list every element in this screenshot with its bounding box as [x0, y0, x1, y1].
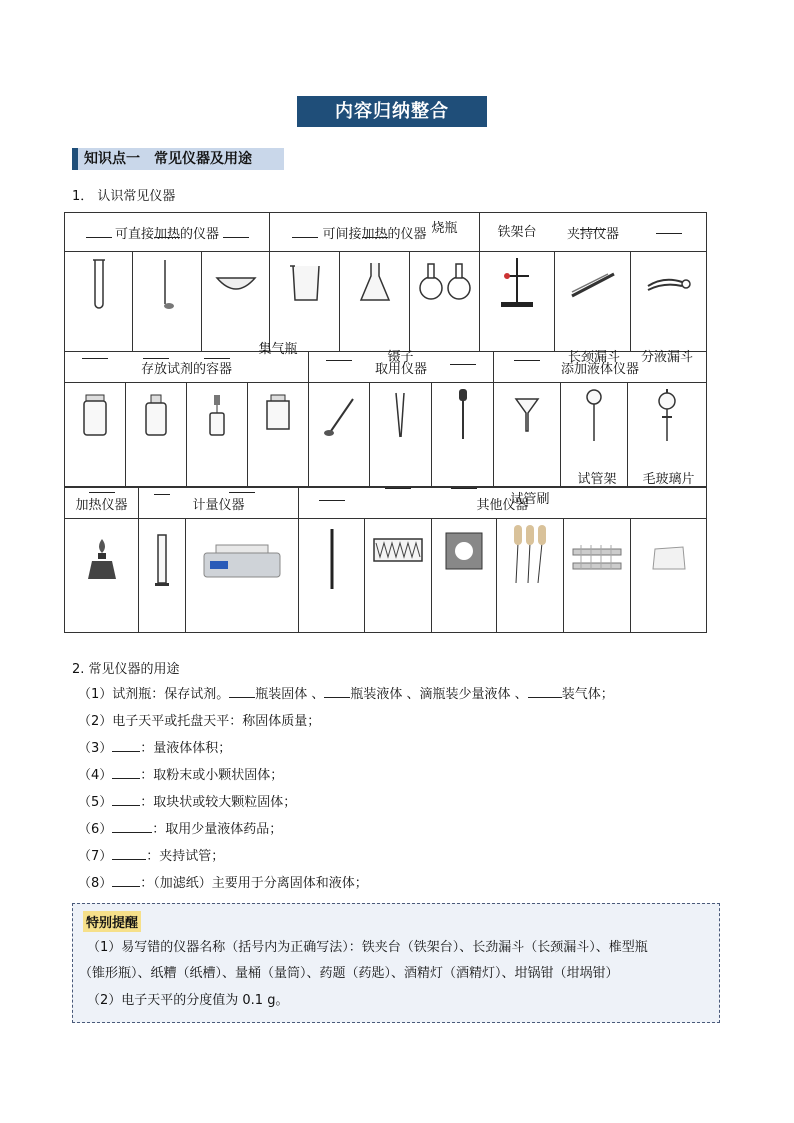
instrument-table-row1 [64, 212, 707, 352]
reminder-line-1: （1）易写错的仪器名称（括号内为正确写法）：铁夹台（铁架台）、长劲漏斗（长颈漏斗）、椎型瓶 [87, 940, 648, 955]
separatory-funnel-icon [655, 387, 679, 443]
answer-blank [229, 686, 255, 698]
answer-blank [528, 686, 562, 698]
section-banner [297, 96, 497, 134]
answer-blank [112, 875, 140, 887]
dropper-icon [453, 387, 473, 443]
header-direct-heating: 可直接加热的仪器 [65, 213, 270, 252]
header-indirect-heating: 可间接加热的仪器 [270, 213, 480, 252]
graduated-cylinder-icon [152, 533, 172, 589]
banner-title: 内容归纳整合 [297, 96, 487, 127]
tweezers-icon [386, 391, 416, 441]
answer-blank [112, 767, 140, 779]
answer-blank [656, 233, 682, 234]
wide-mouth-bottle-icon [80, 393, 110, 439]
test-tube-icon [89, 258, 109, 314]
answer-blank [154, 237, 180, 238]
instrument-label: 分液漏斗 [641, 350, 694, 365]
use-line-3: （3） ：量液体体积； [78, 741, 232, 756]
answer-blank [319, 500, 345, 501]
section-1-title: 1． 认识常见仪器 [72, 189, 176, 204]
iron-stand-icon [497, 256, 537, 312]
answer-blank [450, 364, 476, 365]
answer-blank [324, 686, 350, 698]
section-2-title: 2. 常见仪器的用途 [72, 662, 180, 677]
dropper-bottle-icon [202, 393, 232, 439]
answer-blank [451, 488, 477, 489]
answer-blank [86, 237, 112, 238]
alcohol-lamp-icon [80, 535, 124, 585]
electronic-balance-icon [202, 535, 282, 581]
instrument-label: 试管架 [577, 472, 617, 487]
narrow-mouth-bottle-icon [141, 393, 171, 439]
answer-blank [143, 358, 169, 359]
use-line-1: （1）试剂瓶：保存试剂。 瓶装固体 、 瓶装液体 、滴瓶装少量液体 、 装气体； [78, 687, 614, 702]
test-tube-holder-icon [568, 270, 618, 300]
answer-blank [229, 492, 255, 493]
reminder-line-3: （2）电子天平的分度值为 0.1 g。 [87, 993, 289, 1008]
special-reminder-box [72, 903, 720, 1023]
asbestos-gauze-icon [444, 531, 484, 571]
beaker-icon [287, 262, 323, 304]
instrument-label: 毛玻璃片 [642, 472, 695, 487]
answer-blank [112, 848, 146, 860]
header-adding-liquid: 添加液体仪器 [494, 352, 707, 383]
long-neck-funnel-icon [582, 387, 606, 443]
knowledge-point-title: 常见仪器及用途 [154, 151, 252, 167]
header-taking: 取用仪器 [309, 352, 494, 383]
answer-blank [326, 360, 352, 361]
answer-blank [112, 794, 140, 806]
use-line-2: （2）电子天平或托盘天平：称固体质量； [78, 714, 321, 729]
answer-blank [223, 237, 249, 238]
evaporating-dish-icon [214, 270, 258, 300]
answer-blank [385, 488, 411, 489]
use-line-6: （6） ：取用少量液体药品； [78, 822, 283, 837]
use-line-4: （4） ：取粉末或小颗状固体； [78, 768, 284, 783]
header-holding: 夹持仪器 [480, 213, 707, 252]
glass-rod-icon [327, 527, 337, 591]
answer-blank [204, 358, 230, 359]
answer-blank [112, 740, 140, 752]
funnel-icon [512, 395, 542, 435]
knowledge-point-heading [72, 148, 284, 170]
special-reminder-title: 特别提醒 [83, 911, 141, 932]
combustion-spoon-icon [155, 258, 179, 314]
ground-glass-plate-icon [649, 543, 689, 573]
test-tube-brush-icon [508, 523, 552, 585]
test-tube-rack-icon [571, 543, 623, 573]
instrument-table-row2 [64, 342, 707, 487]
reminder-line-2: （锥形瓶）、纸糟（纸槽）、量桶（量筒）、药题（药匙）、酒精灯（酒精灯）、坩锅钳（坩埚钳） [79, 966, 619, 981]
wire-gauze-tray-icon [372, 535, 424, 565]
use-line-5: （5） ：取块状或较大颗粒固体； [78, 795, 297, 810]
gas-jar-icon [263, 393, 293, 433]
conical-flask-icon [357, 260, 393, 306]
use-line-8: （8） ：（加滤纸）主要用于分离固体和液体； [78, 876, 368, 891]
instrument-label: 镊子 [387, 350, 414, 365]
instrument-label: 试管刷 [510, 492, 550, 507]
header-other: 其他仪器 [299, 488, 707, 519]
use-line-7: （7） ：夹持试管； [78, 849, 225, 864]
header-heating: 加热仪器 [65, 488, 139, 519]
answer-blank [89, 492, 115, 493]
answer-blank [580, 229, 606, 230]
instrument-label: 集气瓶 [258, 342, 298, 357]
round-flask-icon [417, 258, 473, 304]
header-measuring: 计量仪器 [139, 488, 299, 519]
medicine-spoon-icon [319, 393, 359, 439]
answer-blank [82, 358, 108, 359]
instrument-table-row3 [64, 472, 707, 633]
instrument-label: 长颈漏斗 [568, 350, 621, 365]
instrument-label: 铁架台 [497, 225, 537, 240]
knowledge-point-label: 知识点一 [84, 151, 140, 167]
crucible-tongs-icon [644, 272, 694, 298]
header-storage: 存放试剂的容器 [65, 352, 309, 383]
answer-blank [514, 360, 540, 361]
uses-list [78, 681, 614, 897]
answer-blank [154, 494, 170, 495]
answer-blank [362, 237, 388, 238]
answer-blank [292, 237, 318, 238]
answer-blank [112, 821, 152, 833]
instrument-label: 烧瓶 [431, 221, 458, 236]
